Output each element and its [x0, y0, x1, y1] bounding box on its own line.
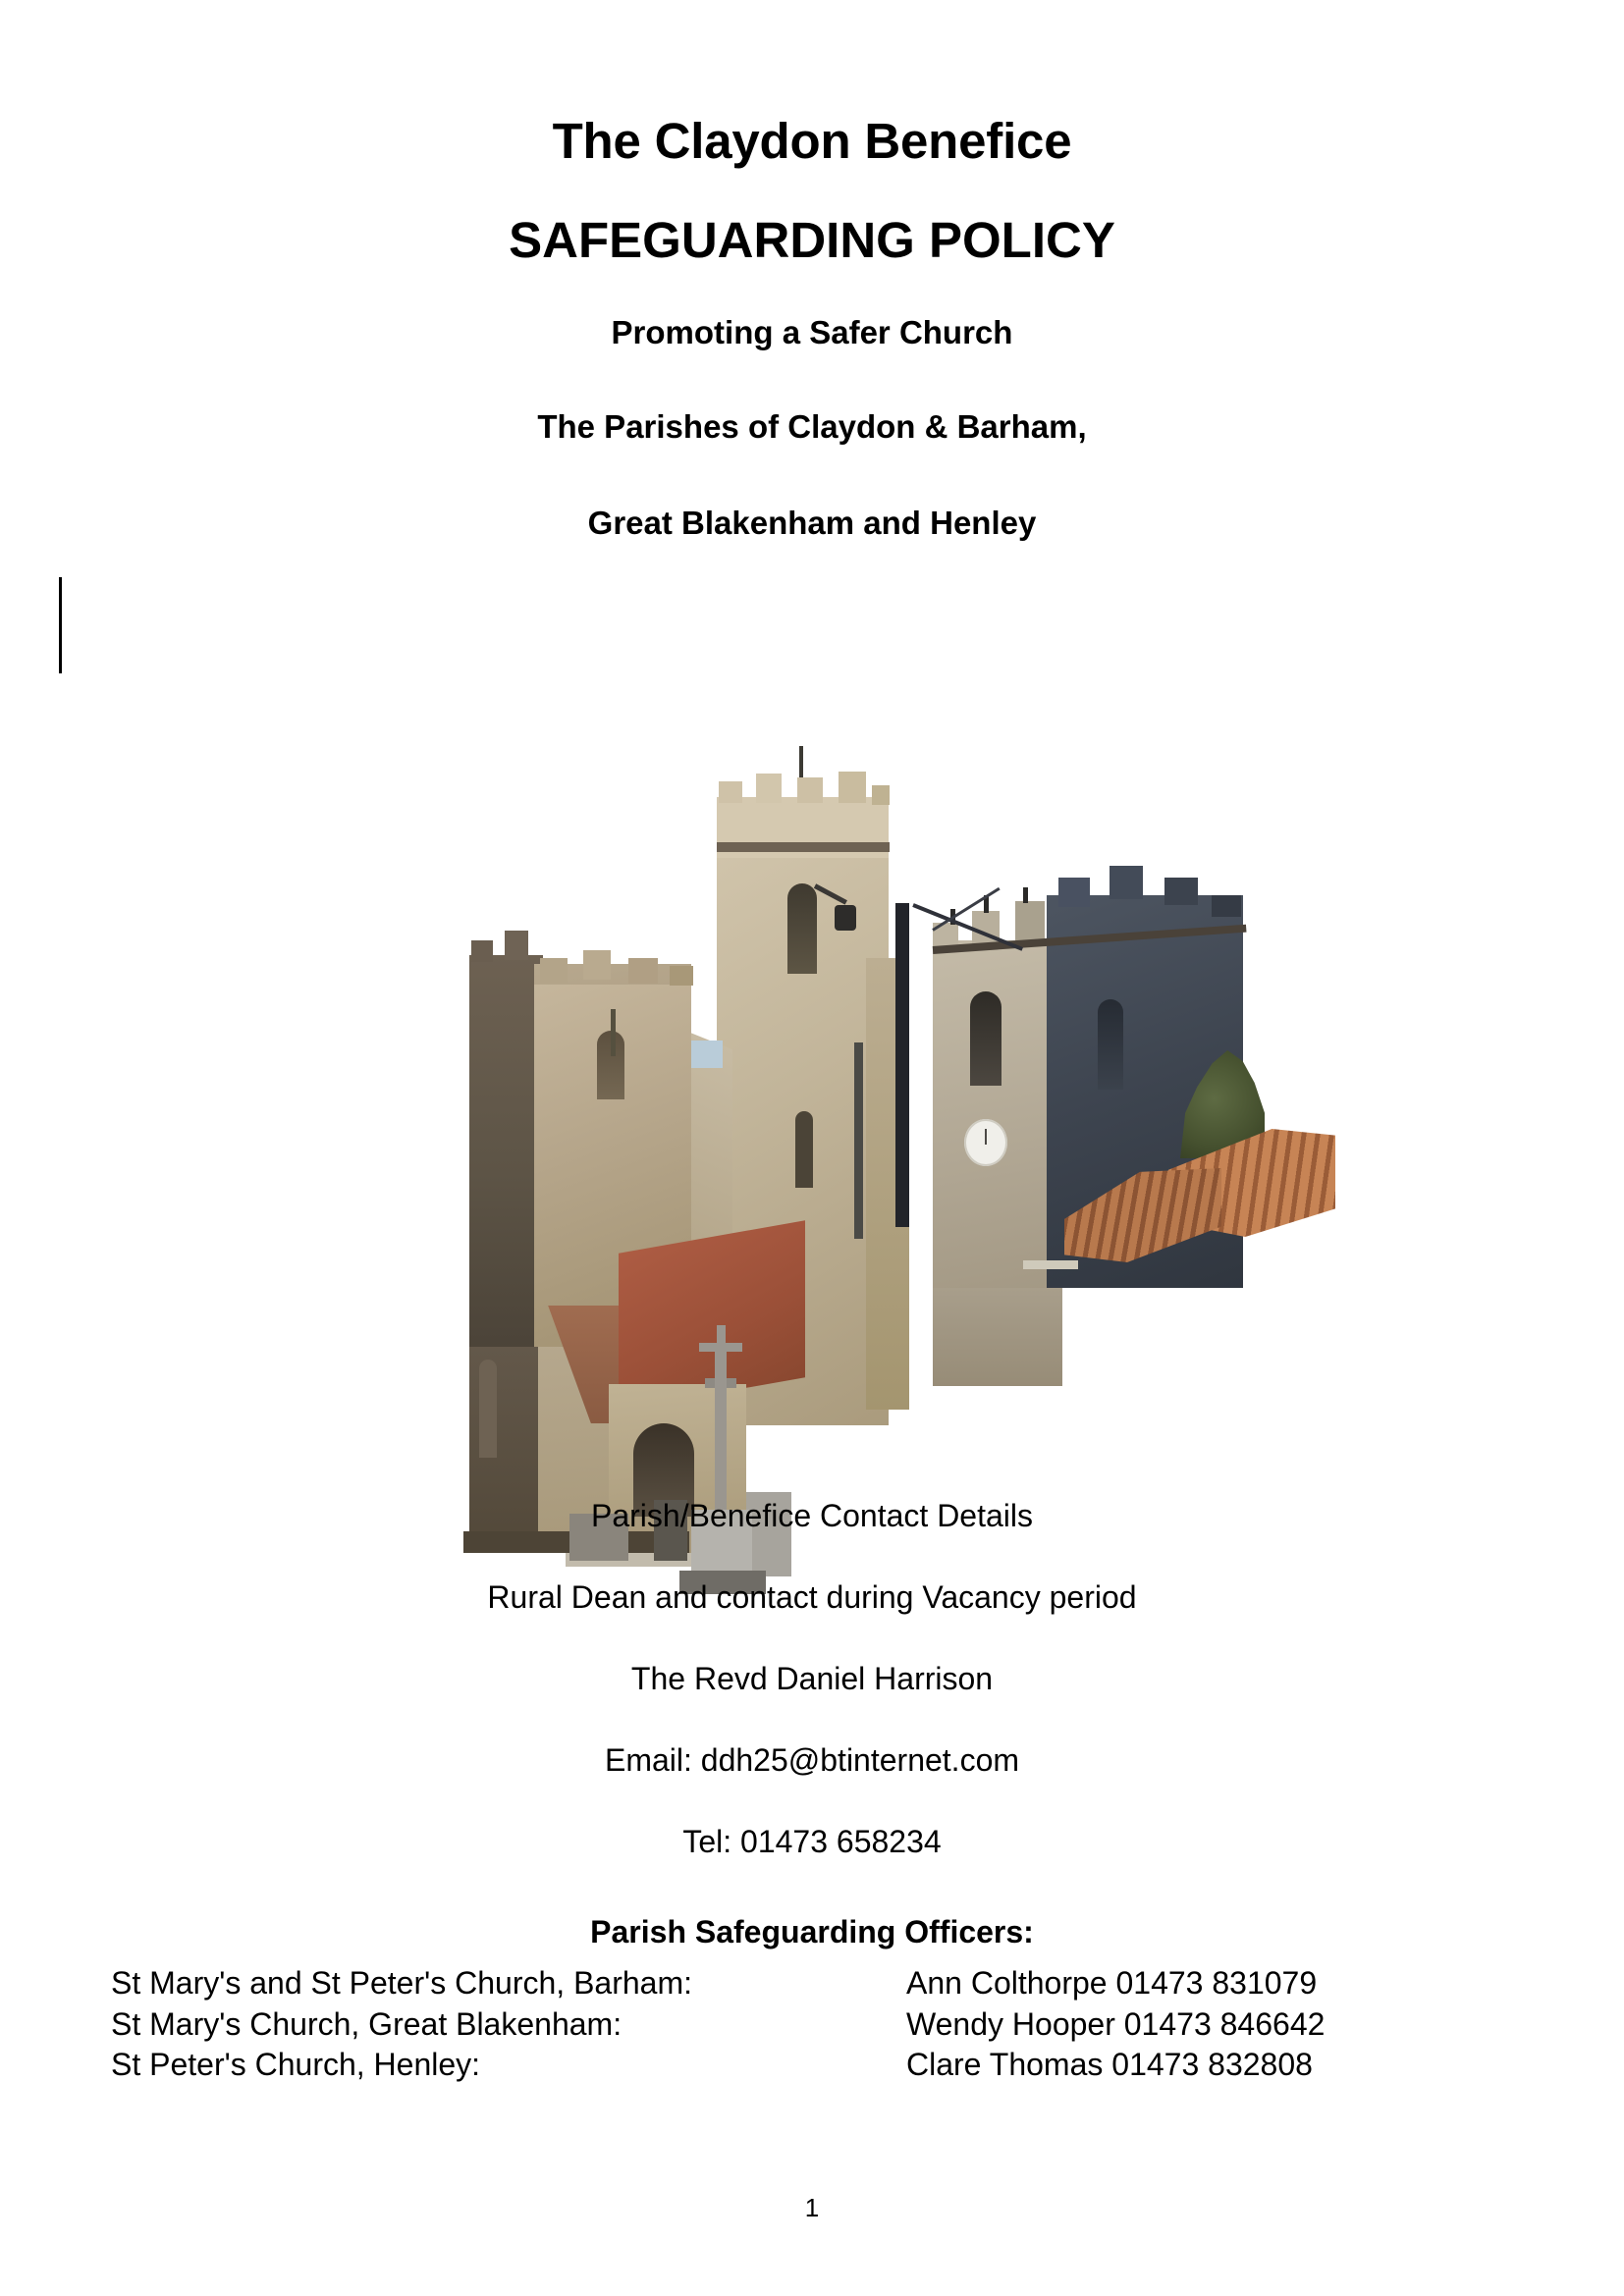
contact-telephone[interactable]: Tel: 01473 658234 — [682, 1824, 942, 1859]
revision-change-bar — [59, 577, 62, 673]
table-row — [111, 1963, 1515, 2004]
left-tower-flagpole-icon — [611, 1009, 616, 1056]
contact-role: Rural Dean and contact during Vacancy period — [487, 1579, 1137, 1615]
page-number: 1 — [804, 2193, 820, 2222]
centre-tower-battlement — [797, 777, 823, 803]
right-tower-battlement — [1212, 895, 1241, 917]
right-tower-battlement — [1015, 901, 1045, 940]
downpipe — [895, 903, 909, 1227]
officer-church: St Peter's Church, Henley: — [111, 2047, 481, 2083]
officers-heading: Parish Safeguarding Officers: — [590, 1914, 1034, 1949]
right-tower-sill — [1023, 1260, 1078, 1269]
downpipe — [854, 1042, 863, 1239]
centre-tower-battlement — [719, 781, 742, 803]
left-tower-lancet-window — [479, 1360, 497, 1458]
contact-email[interactable]: Email: ddh25@btinternet.com — [604, 1742, 1020, 1778]
contact-heading: Parish/Benefice Contact Details — [591, 1498, 1033, 1533]
left-tower-battlement — [540, 958, 568, 984]
left-tower-battlement — [628, 958, 658, 984]
centre-tower-belfry-window — [787, 883, 817, 974]
officer-person: Ann Colthorpe 01473 831079 — [906, 1965, 1318, 2001]
centre-tower-battlement — [839, 772, 866, 803]
right-tower-belfry-window — [1098, 999, 1123, 1090]
parish-line-1: The Parishes of Claydon & Barham, — [537, 408, 1087, 445]
parish-line-2: Great Blakenham and Henley — [587, 505, 1037, 541]
table-row — [111, 2045, 1515, 2086]
clock-hand-icon — [985, 1129, 987, 1145]
left-tower-battlement — [583, 950, 611, 980]
left-tower-shaded-face — [469, 955, 543, 1353]
centre-tower-battlement — [872, 785, 890, 805]
church-photo-composite — [422, 746, 1306, 1433]
page-title: The Claydon Benefice — [552, 113, 1072, 169]
right-tower-pinnacle — [1023, 887, 1028, 903]
contact-name: The Revd Daniel Harrison — [630, 1661, 994, 1696]
right-tower-lower-stage — [933, 1288, 1062, 1386]
centre-tower-battlement — [756, 774, 782, 803]
centre-tower-string-course — [717, 842, 890, 852]
contact-details-block — [0, 1500, 1624, 1857]
officer-church: St Mary's Church, Great Blakenham: — [111, 2005, 623, 2042]
document-subtitle: SAFEGUARDING POLICY — [509, 212, 1115, 268]
centre-nave-skylight — [689, 1041, 723, 1068]
lamp-icon — [835, 905, 856, 931]
right-tower-battlement — [1164, 878, 1198, 905]
centre-tower-lancet-window — [795, 1111, 813, 1188]
title-block — [0, 113, 1624, 541]
left-tower-battlement — [670, 966, 693, 986]
officer-person: Clare Thomas 01473 832808 — [906, 2047, 1313, 2083]
officer-person: Wendy Hooper 01473 846642 — [906, 2005, 1326, 2042]
officer-church: St Mary's and St Peter's Church, Barham: — [111, 1965, 692, 2001]
church-photo — [422, 746, 1306, 1433]
right-tower-battlement — [1110, 866, 1143, 899]
right-tower-belfry-window — [970, 991, 1001, 1086]
left-tower-battlement — [505, 931, 528, 960]
left-tower-battlement — [471, 940, 493, 962]
tagline: Promoting a Safer Church — [611, 314, 1013, 350]
officers-table — [111, 1963, 1515, 2086]
right-tower-battlement — [1058, 878, 1090, 907]
table-row — [111, 2004, 1515, 2046]
